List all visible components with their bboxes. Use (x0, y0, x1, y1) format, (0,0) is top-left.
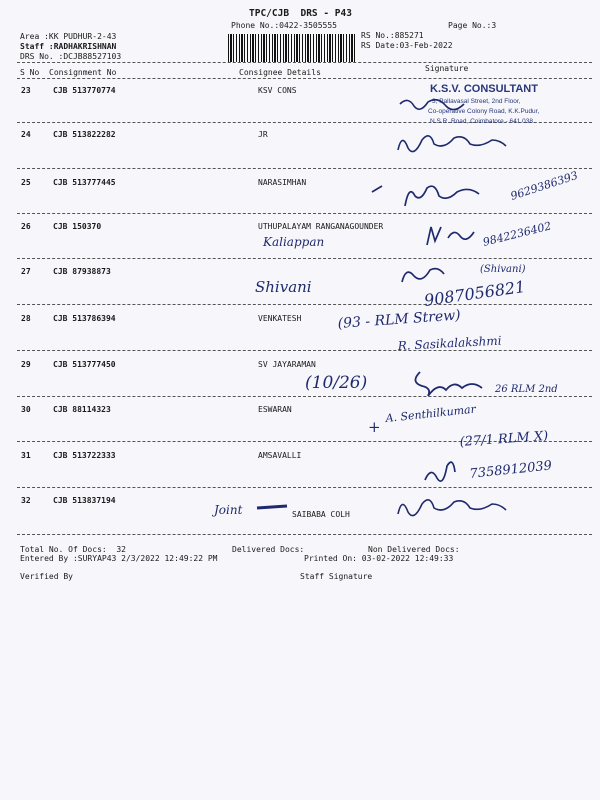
row-rule (17, 350, 592, 351)
handwritten-mark: + (368, 418, 381, 436)
handwritten-phone: 9842236402 (481, 219, 553, 249)
handwritten-phone: 9087056821 (422, 276, 527, 310)
stamp-name: K.S.V. CONSULTANT (430, 83, 538, 95)
row-consignment: CJB 513786394 (53, 314, 116, 323)
signature-scribble (398, 500, 506, 516)
handwritten-note: Joint (214, 503, 243, 517)
row-consignee: KSV CONS (258, 86, 297, 95)
signature-scribble (400, 100, 464, 110)
row-rule (17, 534, 592, 535)
staff-label: Staff :RADHAKRISHNAN (20, 42, 117, 51)
row-rule (17, 304, 592, 305)
handwritten-name: Shivani (255, 278, 312, 296)
row-rule (17, 258, 592, 259)
row-consignee: NARASIMHAN (258, 178, 307, 187)
signature-scribble (415, 372, 482, 396)
rs-date: RS Date:03-Feb-2022 (361, 41, 453, 50)
handwritten-note: Kaliappan (263, 235, 325, 249)
row-consignment: CJB 513777445 (53, 178, 116, 187)
signature-scribble (398, 136, 506, 152)
header-rule (17, 62, 592, 63)
row-consignee: AMSAVALLI (258, 451, 302, 460)
stamp-line: Co-operative Colony Road, K.K.Pudur, (428, 108, 540, 115)
col-signature: Signature (425, 64, 469, 73)
handwritten-note: (93 - RLM Strew) (337, 307, 462, 332)
row-consignment: CJB 88114323 (53, 405, 111, 414)
row-consignment: CJB 87938873 (53, 267, 111, 276)
row-sno: 30 (21, 405, 31, 414)
column-rule (17, 78, 592, 79)
area-label: Area :KK PUDHUR-2-43 (20, 32, 117, 41)
strike-mark (257, 506, 287, 508)
signature-scribble (372, 186, 479, 206)
row-rule (17, 487, 592, 488)
row-sno: 26 (21, 222, 31, 231)
row-consignment: CJB 513837194 (53, 496, 116, 505)
row-consignee: SV JAYARAMAN (258, 360, 316, 369)
sheet-title: TPC/CJB DRS - P43 (249, 8, 352, 19)
stamp-line: 3, Pallavasal Street, 2nd Floor, (432, 98, 521, 105)
total-docs: Total No. Of Docs: 32 (20, 545, 126, 554)
row-consignment: CJB 513770774 (53, 86, 116, 95)
company-stamp (428, 83, 539, 125)
row-consignment: CJB 150370 (53, 222, 102, 231)
non-delivered-docs: Non Delivered Docs: (368, 545, 460, 554)
signature-scribble (425, 462, 455, 481)
row-rule (17, 213, 592, 214)
row-consignee: UTHUPALAYAM RANGANAGOUNDER (258, 222, 384, 231)
rs-number: RS No.:885271 (361, 31, 424, 40)
staff-signature-label: Staff Signature (300, 572, 373, 581)
row-rule (17, 396, 592, 397)
phone-number: Phone No.:0422-3505555 (231, 21, 337, 30)
row-sno: 24 (21, 130, 31, 139)
row-consignee: JR (258, 130, 268, 139)
stamp-line: N.S.R. Road, Coimbatore - 641 038. (430, 118, 535, 125)
signature-scribble (402, 269, 444, 282)
handwritten-note: (27/1 RLM X) (459, 428, 549, 450)
row-rule (17, 122, 592, 123)
row-rule (17, 168, 592, 169)
entered-by: Entered By :SURYAP43 2/3/2022 12:49:22 PM (20, 554, 218, 563)
page-number: Page No.:3 (448, 21, 497, 30)
col-consignee: Consignee Details (239, 68, 321, 77)
row-sno: 29 (21, 360, 31, 369)
handwritten-name: A. Senthilkumar (384, 402, 477, 425)
handwritten-note: (Shivani) (480, 264, 526, 275)
row-sno: 31 (21, 451, 31, 460)
row-sno: 25 (21, 178, 31, 187)
row-consignee: ESWARAN (258, 405, 292, 414)
signature-scribble (427, 227, 474, 245)
row-consignee: SAIBABA COLH (292, 510, 350, 519)
drs-number: DRS No. :DCJB88527103 (20, 52, 122, 61)
handwritten-note: 26 RLM 2nd (495, 384, 558, 395)
handwritten-phone: 7358912039 (468, 458, 553, 482)
row-consignment: CJB 513722333 (53, 451, 116, 460)
row-sno: 27 (21, 267, 31, 276)
barcode (228, 34, 356, 62)
verified-by: Verified By (20, 572, 73, 581)
delivered-docs: Delivered Docs: (232, 545, 305, 554)
row-consignment: CJB 513822282 (53, 130, 116, 139)
handwritten-name: R. Sasikalakshmi (397, 333, 502, 353)
row-consignee: VENKATESH (258, 314, 302, 323)
row-sno: 23 (21, 86, 31, 95)
printed-on: Printed On: 03-02-2022 12:49:33 (304, 554, 454, 563)
row-rule (17, 441, 592, 442)
col-consignment: Consignment No (49, 68, 117, 77)
row-consignment: CJB 513777450 (53, 360, 116, 369)
row-sno: 28 (21, 314, 31, 323)
handwritten-note: (10/26) (305, 373, 368, 393)
col-sno: S No (20, 68, 40, 77)
row-sno: 32 (21, 496, 31, 505)
handwritten-phone: 9629386393 (508, 168, 580, 203)
